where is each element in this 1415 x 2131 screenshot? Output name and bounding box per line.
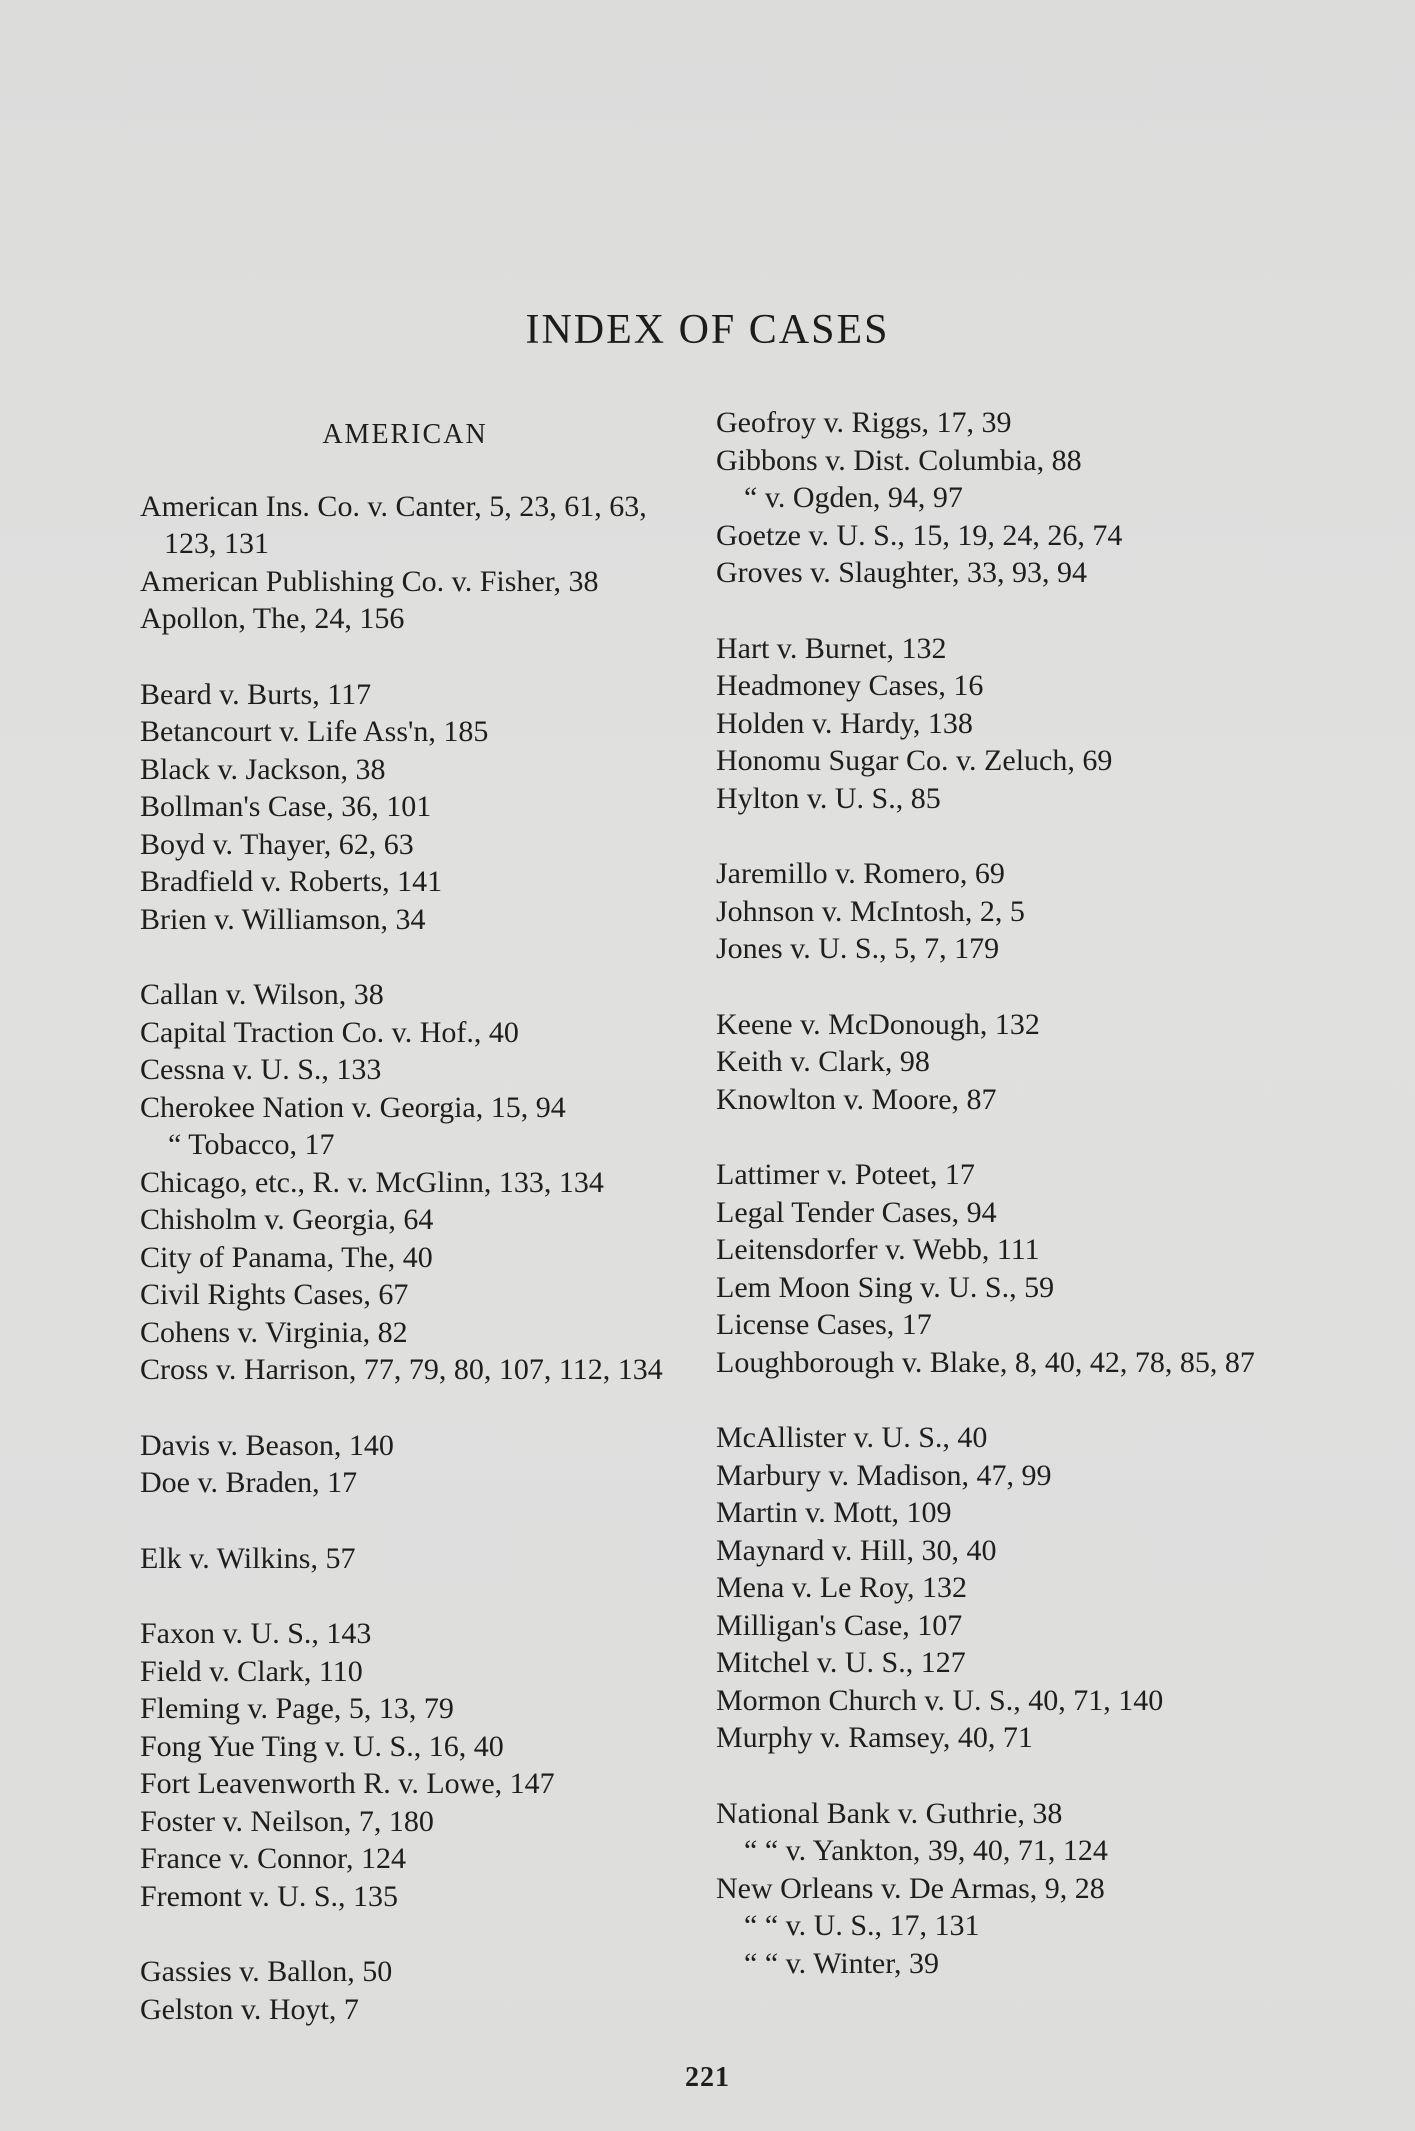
index-entry: Fong Yue Ting v. U. S., 16, 40 xyxy=(140,1729,504,1763)
index-entry: Murphy v. Ramsey, 40, 71 xyxy=(716,1721,1033,1754)
index-group xyxy=(716,1156,1316,1381)
index-group xyxy=(140,676,700,939)
left-column xyxy=(140,416,700,2066)
index-entry: Gibbons v. Dist. Columbia, 88 xyxy=(716,443,1082,477)
index-entry: National Bank v. Guthrie, 38 xyxy=(716,1796,1063,1830)
index-entry: Boyd v. Thayer, 62, 63 xyxy=(140,827,414,861)
left-column-entries xyxy=(140,488,700,2029)
index-entry: Legal Tender Cases, 94 xyxy=(716,1195,997,1229)
index-entry: Bradfield v. Roberts, 141 xyxy=(140,865,443,898)
right-column xyxy=(716,404,1316,2020)
index-entry: Milligan's Case, 107 xyxy=(716,1608,963,1642)
index-entry: Martin v. Mott, 109 xyxy=(716,1496,952,1529)
index-entry: Cessna v. U. S., 133 xyxy=(140,1053,382,1086)
index-entry: Capital Traction Co. v. Hof., 40 xyxy=(140,1015,519,1049)
index-entry: Cherokee Nation v. Georgia, 15, 94 xyxy=(140,1090,566,1124)
index-entry: Leitensdorfer v. Webb, 111 xyxy=(716,1233,1040,1266)
index-entry: France v. Connor, 124 xyxy=(140,1842,406,1875)
index-entry: Chisholm v. Georgia, 64 xyxy=(140,1203,434,1236)
index-entry: American Publishing Co. v. Fisher, 38 xyxy=(140,564,599,598)
index-group xyxy=(140,1427,700,1502)
index-entry: “ v. Ogden, 94, 97 xyxy=(744,481,963,514)
index-group xyxy=(716,1795,1316,1983)
index-entry: Chicago, etc., R. v. McGlinn, 133, 134 xyxy=(140,1165,604,1199)
index-entry: Lattimer v. Poteet, 17 xyxy=(716,1158,975,1191)
index-entry: Jaremillo v. Romero, 69 xyxy=(716,857,1005,890)
index-entry: Groves v. Slaughter, 33, 93, 94 xyxy=(716,556,1087,589)
index-group xyxy=(716,404,1316,592)
index-entry: Geofroy v. Riggs, 17, 39 xyxy=(716,406,1012,439)
index-entry: Elk v. Wilkins, 57 xyxy=(140,1541,356,1575)
index-entry: Civil Rights Cases, 67 xyxy=(140,1278,409,1311)
index-entry: Knowlton v. Moore, 87 xyxy=(716,1082,997,1116)
index-entry: Cohens v. Virginia, 82 xyxy=(140,1315,408,1349)
index-entry: City of Panama, The, 40 xyxy=(140,1240,433,1274)
index-entry: Johnson v. McIntosh, 2, 5 xyxy=(716,894,1025,928)
section-heading-american: AMERICAN xyxy=(322,419,488,450)
index-group xyxy=(716,855,1316,968)
index-entry: American Ins. Co. v. Canter, 5, 23, 61, 63, 123, 131 xyxy=(140,489,647,560)
index-entry: Jones v. U. S., 5, 7, 179 xyxy=(716,932,1000,965)
index-group xyxy=(716,630,1316,818)
index-entry: Bollman's Case, 36, 101 xyxy=(140,790,432,823)
right-column-entries xyxy=(716,404,1316,1982)
index-entry: License Cases, 17 xyxy=(716,1308,932,1341)
index-entry: Faxon v. U. S., 143 xyxy=(140,1617,372,1650)
index-group xyxy=(140,1540,700,1578)
index-entry: Hart v. Burnet, 132 xyxy=(716,631,947,665)
index-group xyxy=(140,976,700,1389)
index-entry: Holden v. Hardy, 138 xyxy=(716,706,973,740)
index-entry: Cross v. Harrison, 77, 79, 80, 107, 112, 134 xyxy=(140,1353,663,1386)
index-group xyxy=(140,1615,700,1915)
index-entry: Keene v. McDonough, 132 xyxy=(716,1007,1040,1041)
page-title: INDEX OF CASES xyxy=(525,307,890,353)
index-entry: Lem Moon Sing v. U. S., 59 xyxy=(716,1270,1055,1304)
index-entry: Maynard v. Hill, 30, 40 xyxy=(716,1533,997,1567)
index-entry: Black v. Jackson, 38 xyxy=(140,752,386,786)
index-entry: Brien v. Williamson, 34 xyxy=(140,902,426,936)
index-entry: Hylton v. U. S., 85 xyxy=(716,781,941,815)
index-group xyxy=(716,1419,1316,1757)
index-group xyxy=(140,488,700,638)
index-entry: Gelston v. Hoyt, 7 xyxy=(140,1992,359,2026)
index-entry: Davis v. Beason, 140 xyxy=(140,1428,394,1462)
index-entry: Callan v. Wilson, 38 xyxy=(140,978,384,1011)
index-entry: “ “ v. Winter, 39 xyxy=(744,1946,940,1980)
index-entry: Loughborough v. Blake, 8, 40, 42, 78, 85, 87 xyxy=(716,1345,1255,1379)
index-entry: Fleming v. Page, 5, 13, 79 xyxy=(140,1692,454,1725)
index-entry: Doe v. Braden, 17 xyxy=(140,1466,358,1499)
page-number: 221 xyxy=(685,2062,730,2093)
index-entry: Field v. Clark, 110 xyxy=(140,1654,363,1688)
index-entry: Honomu Sugar Co. v. Zeluch, 69 xyxy=(716,744,1113,777)
index-group xyxy=(140,1953,700,2028)
index-entry: Fort Leavenworth R. v. Lowe, 147 xyxy=(140,1767,555,1800)
index-entry: New Orleans v. De Armas, 9, 28 xyxy=(716,1871,1105,1905)
index-entry: “ “ v. U. S., 17, 131 xyxy=(744,1909,980,1942)
index-entry: Foster v. Neilson, 7, 180 xyxy=(140,1804,434,1838)
index-entry: Keith v. Clark, 98 xyxy=(716,1045,930,1078)
index-entry: Mormon Church v. U. S., 40, 71, 140 xyxy=(716,1683,1164,1717)
index-entry: Mena v. Le Roy, 132 xyxy=(716,1571,968,1604)
index-entry: Apollon, The, 24, 156 xyxy=(140,602,405,635)
index-entry: Goetze v. U. S., 15, 19, 24, 26, 74 xyxy=(716,518,1123,552)
index-entry: Fremont v. U. S., 135 xyxy=(140,1879,399,1913)
index-group xyxy=(716,1006,1316,1119)
index-entry: Gassies v. Ballon, 50 xyxy=(140,1955,393,1988)
index-entry: Mitchel v. U. S., 127 xyxy=(716,1646,966,1679)
index-entry: McAllister v. U. S., 40 xyxy=(716,1421,988,1454)
index-entry: Betancourt v. Life Ass'n, 185 xyxy=(140,715,489,748)
index-entry: Beard v. Burts, 117 xyxy=(140,677,372,711)
index-entry: “ “ v. Yankton, 39, 40, 71, 124 xyxy=(744,1834,1108,1867)
index-entry: “ Tobacco, 17 xyxy=(168,1128,335,1161)
index-entry: Headmoney Cases, 16 xyxy=(716,669,984,702)
index-entry: Marbury v. Madison, 47, 99 xyxy=(716,1458,1052,1492)
